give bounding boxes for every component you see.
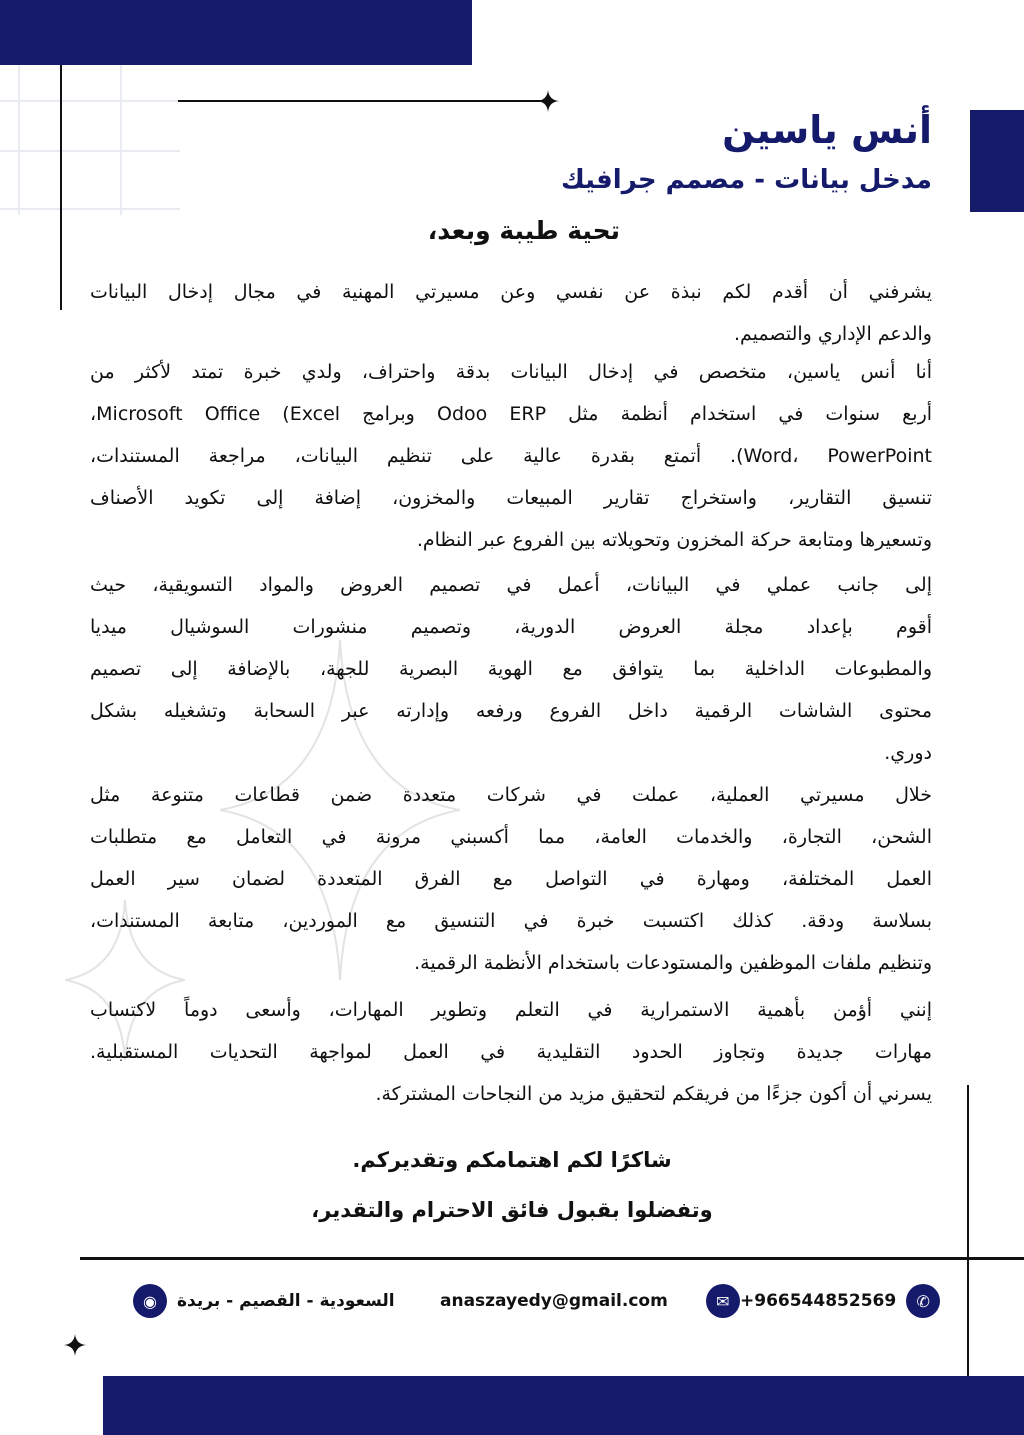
grid-line: [0, 208, 180, 210]
paragraph-5: [90, 989, 932, 1115]
closing-thanks: شاكرًا لكم اهتمامكم وتقديركم.: [352, 1148, 672, 1172]
bottom-banner: [103, 1376, 1024, 1435]
text-line: إلى جانب عملي في البيانات، أعمل في تصميم العروض والمواد التسويقية، حيث: [90, 574, 932, 596]
sparkle-icon: [64, 1334, 86, 1356]
divider-vertical: [60, 65, 62, 310]
paragraph-3: [90, 564, 932, 774]
text-line: يشرفني أن أقدم لكم نبذة عن نفسي وعن مسيرتي المهنية في مجال إدخال البيانات: [90, 281, 932, 303]
phone-number: +966544852569: [740, 1291, 897, 1311]
closing-regards: وتفضلوا بقبول فائق الاحترام والتقدير،: [311, 1198, 713, 1222]
text-line: أقوم بإعداد مجلة العروض الدورية، وتصميم منشورات السوشيال ميديا: [90, 616, 932, 638]
grid-line: [120, 65, 122, 215]
location-pin-icon: ◉: [133, 1284, 167, 1318]
text-line: وتنظيم ملفات الموظفين والمستودعات باستخدام الأنظمة الرقمية.: [414, 952, 932, 974]
location-text: السعودية - القصيم - بريدة: [177, 1291, 395, 1311]
text-line: إنني أؤمن بأهمية الاستمرارية في التعلم وتطوير المهارات، وأسعى دوماً لاكتساب: [90, 999, 932, 1021]
grid-line: [0, 150, 180, 152]
greeting: تحية طيبة وبعد،: [427, 216, 620, 245]
side-accent-block: [970, 110, 1024, 212]
text-line: Word، PowerPoint). أتمتع بقدرة عالية على تنظيم البيانات، مراجعة المستندات،: [90, 445, 932, 467]
email-address: anaszayedy@gmail.com: [440, 1291, 668, 1311]
contact-location: [133, 1282, 395, 1320]
text-line: العمل المختلفة، ومهارة في التواصل مع الفرق المتعددة لضمان سير العمل: [90, 868, 932, 890]
sparkle-icon: [537, 90, 559, 112]
text-line: دوري.: [884, 742, 932, 764]
text-line: والدعم الإداري والتصميم.: [733, 323, 932, 345]
contact-phone[interactable]: [740, 1282, 940, 1320]
text-line: تنسيق التقارير، واستخراج تقارير المبيعات والمخزون، إضافة إلى تكويد الأصناف: [90, 487, 932, 509]
text-line: خلال مسيرتي العملية، عملت في شركات متعددة ضمن قطاعات متنوعة مثل: [90, 784, 932, 806]
contact-email[interactable]: [440, 1282, 740, 1320]
paragraph-4: [90, 774, 932, 984]
phone-icon: ✆: [906, 1284, 940, 1318]
paragraph-1: [90, 271, 932, 355]
text-line: أنا أنس ياسين، متخصص في إدخال البيانات بدقة واحتراف، ولدي خبرة تمتد لأكثر من: [90, 361, 932, 383]
text-line: مهارات جديدة وتجاوز الحدود التقليدية في العمل لمواجهة التحديات المستقبلية.: [90, 1041, 932, 1063]
text-line: يسرني أن أكون جزءًا من فريقكم لتحقيق مزيد من النجاحات المشتركة.: [375, 1083, 932, 1105]
grid-line: [0, 100, 180, 102]
applicant-role: مدخل بيانات - مصمم جرافيك: [560, 165, 932, 195]
top-banner: [0, 0, 472, 65]
grid-line: [18, 65, 20, 215]
divider-vertical: [967, 1085, 969, 1376]
text-line: والمطبوعات الداخلية بما يتوافق مع الهوية البصرية للجهة، بالإضافة إلى تصميم: [90, 658, 932, 680]
divider-footer: [80, 1257, 1024, 1260]
text-line: بسلاسة ودقة. كذلك اكتسبت خبرة في التنسيق مع الموردين، متابعة المستندات،: [90, 910, 932, 932]
divider-top: [178, 100, 548, 102]
text-line: وتسعيرها ومتابعة حركة المخزون وتحويلاته بين الفروع عبر النظام.: [416, 529, 932, 551]
text-line: أربع سنوات في استخدام أنظمة مثل Odoo ERP وبرامج Microsoft Office (Excel،: [90, 403, 933, 425]
text-line: محتوى الشاشات الرقمية داخل الفروع ورفعه وإدارته عبر السحابة وتشغيله بشكل: [90, 700, 932, 722]
mail-icon: ✉: [706, 1284, 740, 1318]
text-line: الشحن، التجارة، والخدمات العامة، مما أكسبني مرونة في التعامل مع متطلبات: [90, 826, 932, 848]
applicant-name: أنس ياسين: [722, 108, 932, 152]
paragraph-2: [90, 351, 932, 561]
